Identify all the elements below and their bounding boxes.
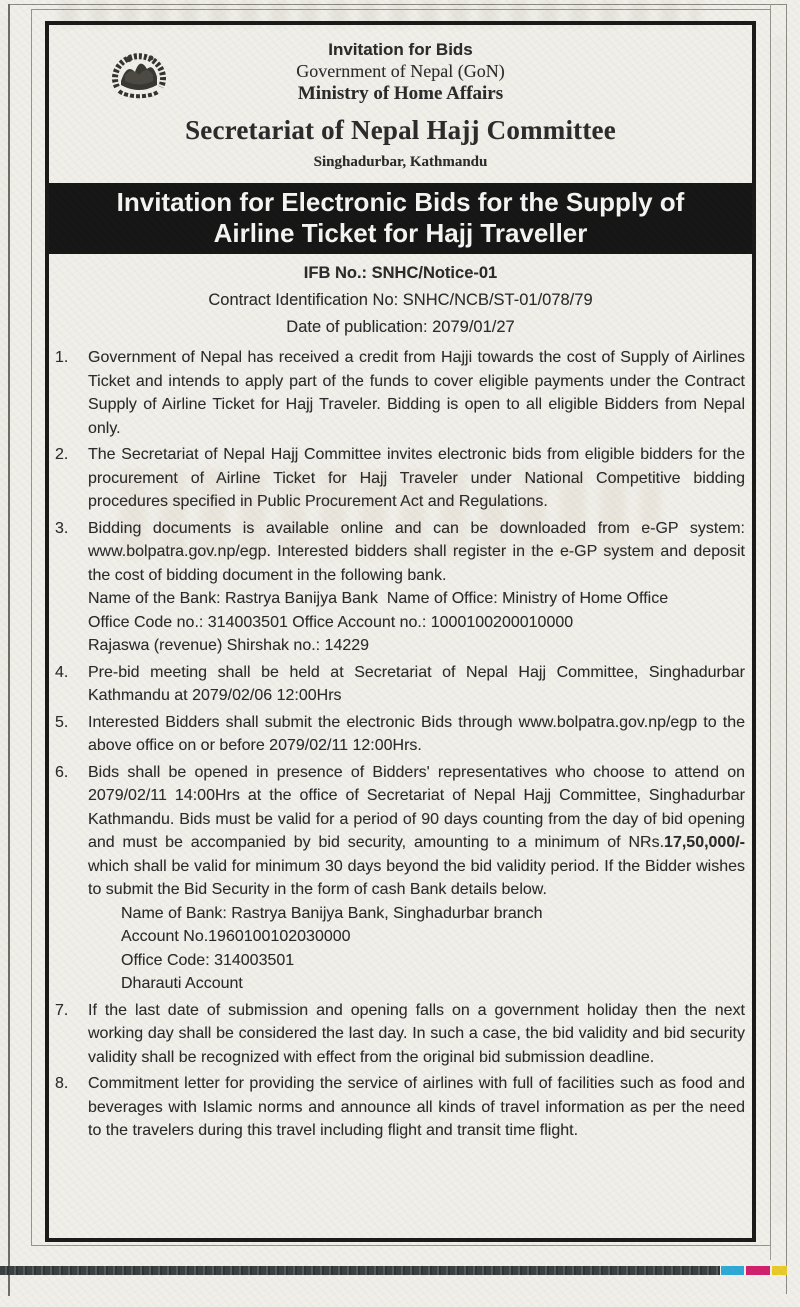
bid-security-amount: 17,50,000/- bbox=[664, 834, 745, 851]
ifb-number: IFB No.: SNHC/Notice-01 bbox=[303, 264, 498, 282]
item-number: 3. bbox=[55, 519, 69, 537]
bid-notice bbox=[45, 21, 756, 1242]
item-text: Interested Bidders shall submit the electronic Bids through www.bolpatra.gov.np/egp to the above office on or before 2079/02/11 12:00Hrs. bbox=[88, 713, 745, 754]
item-text: If the last date of submission and opening falls on a government holiday then the next working day shall be considered the last day. In such a case, the bid validity and bid security validity shall be recognized with effect from the original bid submission deadline. bbox=[88, 1001, 745, 1066]
list-item bbox=[55, 999, 745, 1070]
bank-detail-line: Office Code no.: 314003501 Office Account no.: 1000100200010000 bbox=[88, 613, 574, 631]
cyan-patch bbox=[721, 1266, 744, 1275]
item-text bbox=[88, 761, 745, 902]
print-registration-strip bbox=[0, 1266, 800, 1275]
item-text: Pre-bid meeting shall be held at Secretariat of Nepal Hajj Committee, Singhadurbar Kathmandu at 2079/02/06 12:00Hrs bbox=[88, 663, 745, 704]
nepal-government-emblem-icon bbox=[107, 45, 171, 105]
item-number: 4. bbox=[55, 663, 69, 681]
item-number: 7. bbox=[55, 1001, 69, 1019]
item-number: 2. bbox=[55, 446, 69, 463]
notice-title-banner bbox=[49, 183, 752, 254]
adjacent-column-ghost-text bbox=[0, 20, 8, 1260]
bank-detail-line: Account No.1960100102030000 bbox=[121, 928, 351, 945]
secretariat-line: Secretariat of Nepal Hajj Committee bbox=[185, 115, 616, 145]
notice-item-list bbox=[49, 346, 752, 1143]
government-line: Government of Nepal (GoN) bbox=[296, 61, 505, 81]
column-rule-right-outer bbox=[786, 4, 787, 1294]
list-item bbox=[55, 711, 745, 758]
bank-detail-line: Name of Bank: Rastrya Banijya Bank, Singhadurbar branch bbox=[121, 904, 543, 922]
contract-identification: Contract Identification No: SNHC/NCB/ST-01/078/79 bbox=[208, 291, 593, 309]
item-text: The Secretariat of Nepal Hajj Committee invites electronic bids from eligible bidders for the procurement of Airline Ticket for Hajj Traveler under National Competitive bidding procedures specified in Public Procurement Act and Regulations. bbox=[88, 446, 745, 510]
page-rule-top bbox=[8, 4, 787, 5]
list-item bbox=[55, 443, 745, 514]
banner-line-2: Airline Ticket for Hajj Traveller bbox=[213, 218, 588, 248]
notice-meta bbox=[49, 260, 752, 341]
list-item bbox=[55, 761, 745, 996]
item-text: Government of Nepal has received a credit from Hajji towards the cost of Supply of Airlines Ticket and intends to apply part of the funds to cover eligible payments under the Contract Supply of Airline Ticket for Hajj Traveler. Bidding is open to all eligible Bidders from Nepal only. bbox=[88, 349, 745, 437]
bank-detail-line: Dharauti Account bbox=[121, 975, 243, 992]
list-item bbox=[55, 517, 745, 658]
adjacent-column-ghost-text bbox=[772, 40, 786, 1220]
item-number: 8. bbox=[55, 1075, 69, 1092]
yellow-patch bbox=[772, 1266, 787, 1275]
registration-dash-bar bbox=[0, 1266, 720, 1275]
ministry-line: Ministry of Home Affairs bbox=[297, 83, 504, 104]
notice-heading: Invitation for Bids bbox=[328, 40, 473, 59]
list-item bbox=[55, 661, 745, 708]
banner-line-1: Invitation for Electronic Bids for the Supply of bbox=[116, 187, 685, 217]
list-item bbox=[55, 1072, 745, 1143]
address-line: Singhadurbar, Kathmandu bbox=[313, 154, 488, 170]
bank-detail-line: Rajaswa (revenue) Shirshak no.: 14229 bbox=[88, 637, 370, 654]
page-rule-left bbox=[8, 4, 10, 1296]
list-item bbox=[55, 346, 745, 440]
item-number: 1. bbox=[55, 349, 69, 366]
bank-detail-line: Name of the Bank: Rastrya Banijya Bank Name of Office: Ministry of Home Office bbox=[88, 590, 669, 607]
item-text: Commitment letter for providing the service of airlines with full of facilities such as food and beverages with Islamic norms and announce all kinds of travel information as per the need to the travelers during this travel including flight and transit time flight. bbox=[88, 1075, 745, 1139]
publication-date: Date of publication: 2079/01/27 bbox=[286, 318, 515, 336]
item-number: 5. bbox=[55, 713, 69, 731]
item-text-segment: which shall be valid for minimum 30 days beyond the bid validity period. If the Bidder wishes to submit the Bid Security in the form of cash Bank details below. bbox=[88, 857, 745, 898]
magenta-patch bbox=[746, 1266, 770, 1275]
item-text: Bidding documents is available online and can be downloaded from e-GP system: www.bolpatra.gov.np/egp. Interested bidders shall register in the e-GP system and deposit the cost of bidding document in the following bank. bbox=[88, 519, 745, 584]
item-text-segment: Bids shall be opened in presence of Bidders' representatives who choose to attend on 2079/02/11 14:00Hrs at the office of Secretariat of Nepal Hajj Committee, Singhadurbar Kathmandu. Bids must be valid for a period of 90 days counting from the day of bid opening and must be accompanied by bid security, amounting to a minimum of NRs. bbox=[88, 763, 745, 851]
bank-detail-line: Office Code: 314003501 bbox=[121, 951, 295, 969]
item-number: 6. bbox=[55, 763, 69, 781]
